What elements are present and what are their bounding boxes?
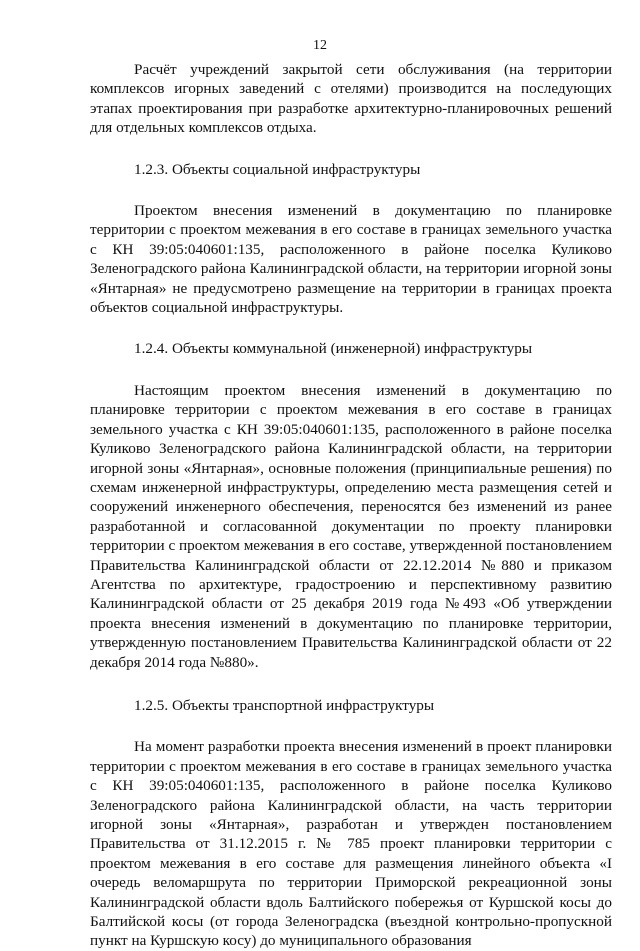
- section-heading-1-2-4: 1.2.4. Объекты коммунальной (инженерной) инфраструктуры: [134, 340, 533, 358]
- section-heading-1-2-3: 1.2.3. Объекты социальной инфраструктуры: [134, 160, 421, 178]
- paragraph-closed-network: Расчёт учреждений закрытой сети обслуживания (на территории комплексов игорных заведений с отелями) производится на последующих этапах проектирования при разработке архитектурно-планировочных решений для отдельных комплексов отдыха.: [90, 61, 612, 137]
- document-body: [90, 60, 612, 951]
- paragraph-utility-infrastructure: Настоящим проектом внесения изменений в документацию по планировке территории с проектом межевания в его составе в границах земельного участка с КН 39:05:040601:135, расположенного в районе поселка Куликово Зеленоградского района Калининградской области, на территории игорной зоны «Янтарная», основные положения (принципиальные решения) по схемам инженерной инфраструктуры, определению места размещения сетей и сооружений инженерного обеспечения, переносятся без изменений из ранее разработанной и согласованной документации по проекту планировки территории с проектом межевания в его составе, утвержденной постановлением Правительства Калининградской области от 22.12.2014 №880 и приказом Агентства по архитектуре, градостроению и перспективному развитию Калининградской области от 25 декабря 2019 года №493 «Об утверждении проекта внесения изменений в документацию по планировке территории, утвержденную постановлением Правительства Калининградской области от 22 декабря 2014 года №880».: [90, 381, 612, 671]
- page-number: 12: [313, 38, 327, 53]
- paragraph-social-infrastructure: Проектом внесения изменений в документацию по планировке территории с проектом межевания в его составе в границах земельного участка с КН 39:05:040601:135, расположенного в районе поселка Куликово Зеленоградского района Калининградской области, на территории игорной зоны «Янтарная» не предусмотрено размещение на территории в границах проекта объектов социальной инфраструктуры.: [90, 202, 612, 317]
- section-heading-1-2-5: 1.2.5. Объекты транспортной инфраструктуры: [134, 696, 435, 714]
- paragraph-transport-infrastructure: На момент разработки проекта внесения изменений в проект планировки территории с проектом межевания в его составе в границах земельного участка с КН 39:05:040601:135, расположенного в районе поселка Куликово Зеленоградского района Калининградской области, на часть территории игорной зоны «Янтарная», разработан и утвержден постановлением Правительства от 31.12.2015 г. № 785 проект планировки территории с проектом межевания в его составе для размещения линейного объекта «I очередь веломаршрута по территории Приморской рекреационной зоны Калининградской области вдоль Балтийского побережья от Куршской косы до Балтийской косы (от города Зеленоградска (въездной контрольно-пропускной пункт на Куршскую косу) до муниципального образования: [90, 738, 612, 950]
